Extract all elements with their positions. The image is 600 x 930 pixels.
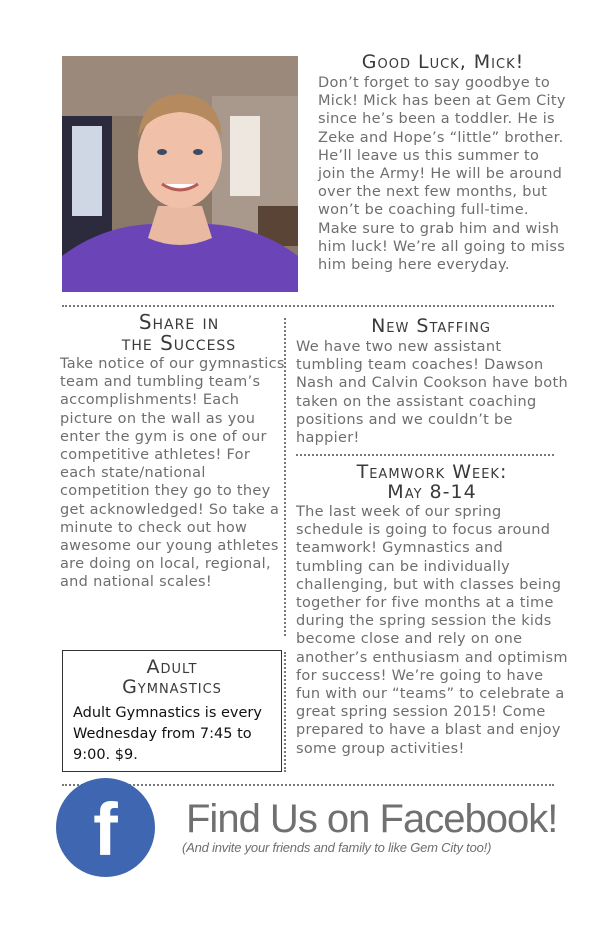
share-section-body: Take notice of our gymnastics team and tumbling team’s accomplishments! Each picture on the wall as you enter the gym is one of our competitive athletes! For each state/national competition they go to they get acknowledged! So take a minute to check out how awesome our young athletes are doing on local, regional, and national scales! (60, 356, 285, 591)
divider-vertical-lower (284, 652, 286, 772)
divider-staffing (296, 454, 554, 456)
staffing-section-body: We have two new assistant tumbling team coaches! Dawson Nash and Calvin Cookson have both taken on the assistant coaching positions and we couldn’t be happier! (296, 339, 568, 447)
teamwork-title-line1: Teamwork Week: (356, 461, 508, 483)
adult-title-line1: Adult (146, 656, 198, 678)
adult-title-line2: Gymnastics (122, 676, 222, 698)
share-title-line2: the Success (121, 331, 237, 355)
facebook-f-glyph: f (93, 788, 118, 871)
adult-gymnastics-box (62, 650, 282, 772)
mick-section-title: Good Luck, Mick! (361, 51, 525, 73)
teamwork-section-body: The last week of our spring schedule is going to focus around teamwork! Gymnastics and tumbling can be individually challenging, but with classes being together for five months at a time during the spring session the kids become close and rely on one another’s enthusiasm and optimism for success! We’re going to have fun with our “teams” to celebrate a great spring session 2015! Come prepared to have a blast and enjoy some group activities! (296, 504, 568, 757)
facebook-subheading: (And invite your friends and family to like Gem City too!) (182, 840, 492, 855)
mick-section-body: Don’t forget to say goodbye to Mick! Mick has been at Gem City since he’s been a toddler. He is Zeke and Hope’s “little” brother. He’ll leave us this summer to join the Army! He will be around over the next few months, but won’t be coaching full-time. Make sure to grab him and wish him luck! We’re all going to miss him being here everyday. (318, 75, 566, 274)
mick-photo (62, 56, 298, 292)
share-title-line1: Share in (138, 310, 220, 334)
teamwork-section-title (296, 462, 568, 502)
facebook-heading: Find Us on Facebook! (186, 797, 558, 841)
adult-section-body: Adult Gymnastics is every Wednesday from 7:45 to 9:00. $9. (73, 705, 262, 763)
divider-top (62, 305, 554, 307)
mick-portrait-image (62, 56, 298, 292)
teamwork-title-line2: May 8-14 (387, 481, 477, 503)
share-section-title (60, 312, 298, 354)
facebook-icon[interactable] (56, 778, 155, 877)
adult-section-title (63, 657, 281, 697)
staffing-section-title: New Staffing (371, 315, 491, 337)
